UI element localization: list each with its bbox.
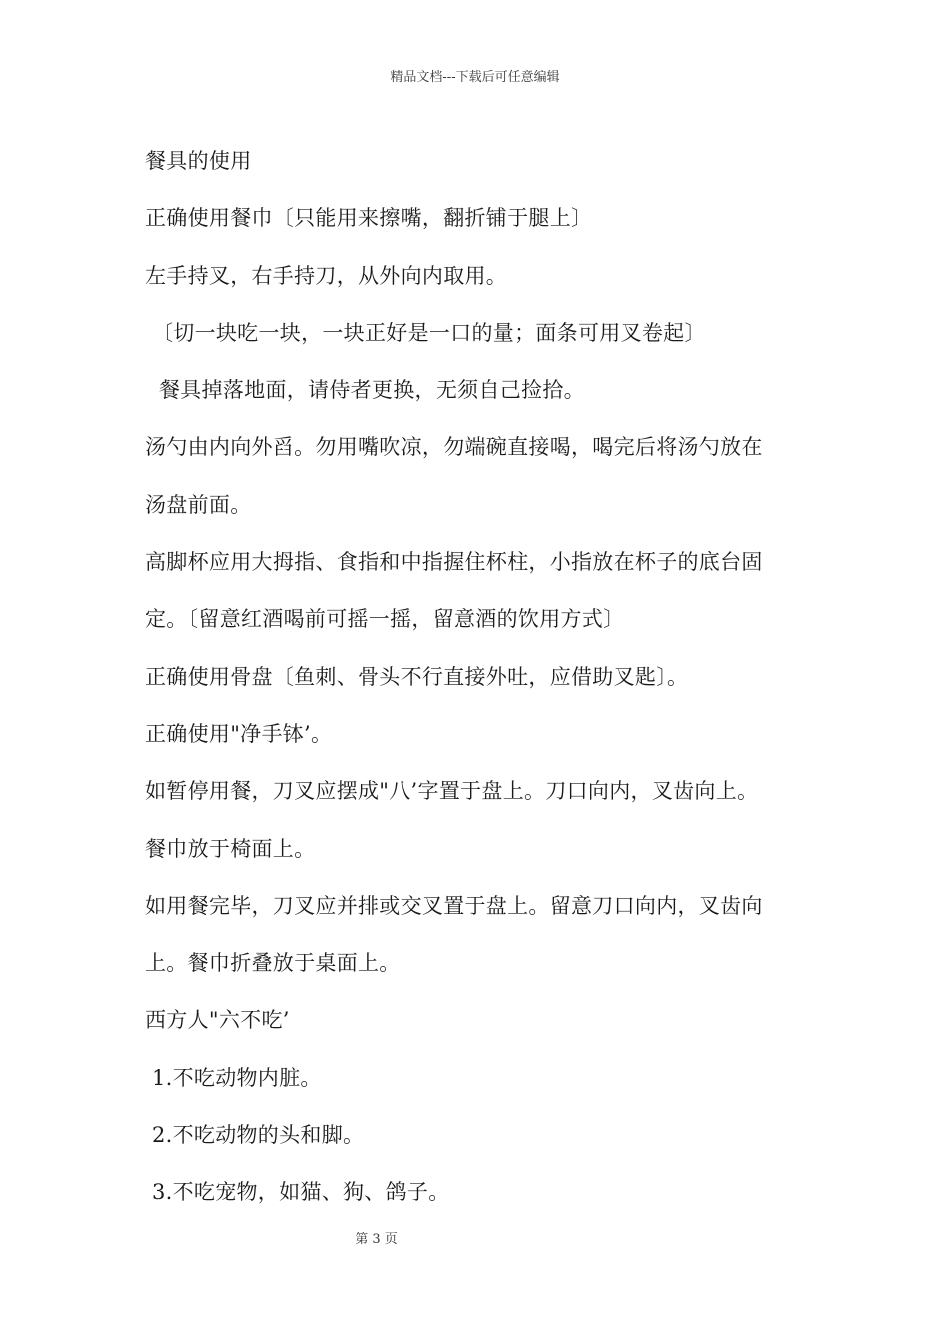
paragraph-line: 高脚杯应用大拇指、食指和中指握住杯柱，小指放在杯子的底台固 <box>145 550 763 575</box>
paragraph-line: 如暂停用餐，刀叉应摆成"八’字置于盘上。刀口向内，叉齿向上。 <box>145 779 759 804</box>
list-item: 2.不吃动物的头和脚。 <box>145 1123 365 1148</box>
paragraph-line: 正确使用餐巾〔只能用来擦嘴，翻折铺于腿上〕 <box>145 206 593 231</box>
paragraph-line: 餐具掉落地面，请侍者更换，无须自己捡拾。 <box>145 378 585 403</box>
section-title: 西方人"六不吃’ <box>145 1008 290 1033</box>
paragraph-line: 上。餐巾折叠放于桌面上。 <box>145 951 401 976</box>
paragraph-line: 正确使用"净手钵’。 <box>145 721 333 746</box>
paragraph-line: 汤盘前面。 <box>145 492 252 517</box>
paragraph-line: 〔切一块吃一块，一块正好是一口的量；面条可用叉卷起〕 <box>145 320 706 345</box>
paragraph-line: 汤勺由内向外舀。勿用嘴吹凉，勿端碗直接喝，喝完后将汤勺放在 <box>145 435 763 460</box>
paragraph-line: 定。〔留意红酒喝前可摇一摇，留意酒的饮用方式〕 <box>145 607 625 632</box>
section-title: 餐具的使用 <box>145 149 252 173</box>
paragraph-line: 如用餐完毕，刀叉应并排或交叉置于盘上。留意刀口向内，叉齿向 <box>145 893 763 918</box>
page-header: 精品文档---下载后可任意编辑 <box>390 70 560 85</box>
list-item: 3.不吃宠物，如猫、狗、鸽子。 <box>145 1180 450 1205</box>
paragraph-line: 正确使用骨盘〔鱼刺、骨头不行直接外吐，应借助叉匙〕。 <box>145 664 689 689</box>
page-number: 第 3 页 <box>355 1232 398 1247</box>
paragraph-line: 餐巾放于椅面上。 <box>145 836 316 861</box>
list-item: 1.不吃动物内脏。 <box>145 1065 322 1090</box>
document-body <box>145 133 825 1222</box>
paragraph-line: 左手持叉，右手持刀，从外向内取用。 <box>145 263 508 288</box>
